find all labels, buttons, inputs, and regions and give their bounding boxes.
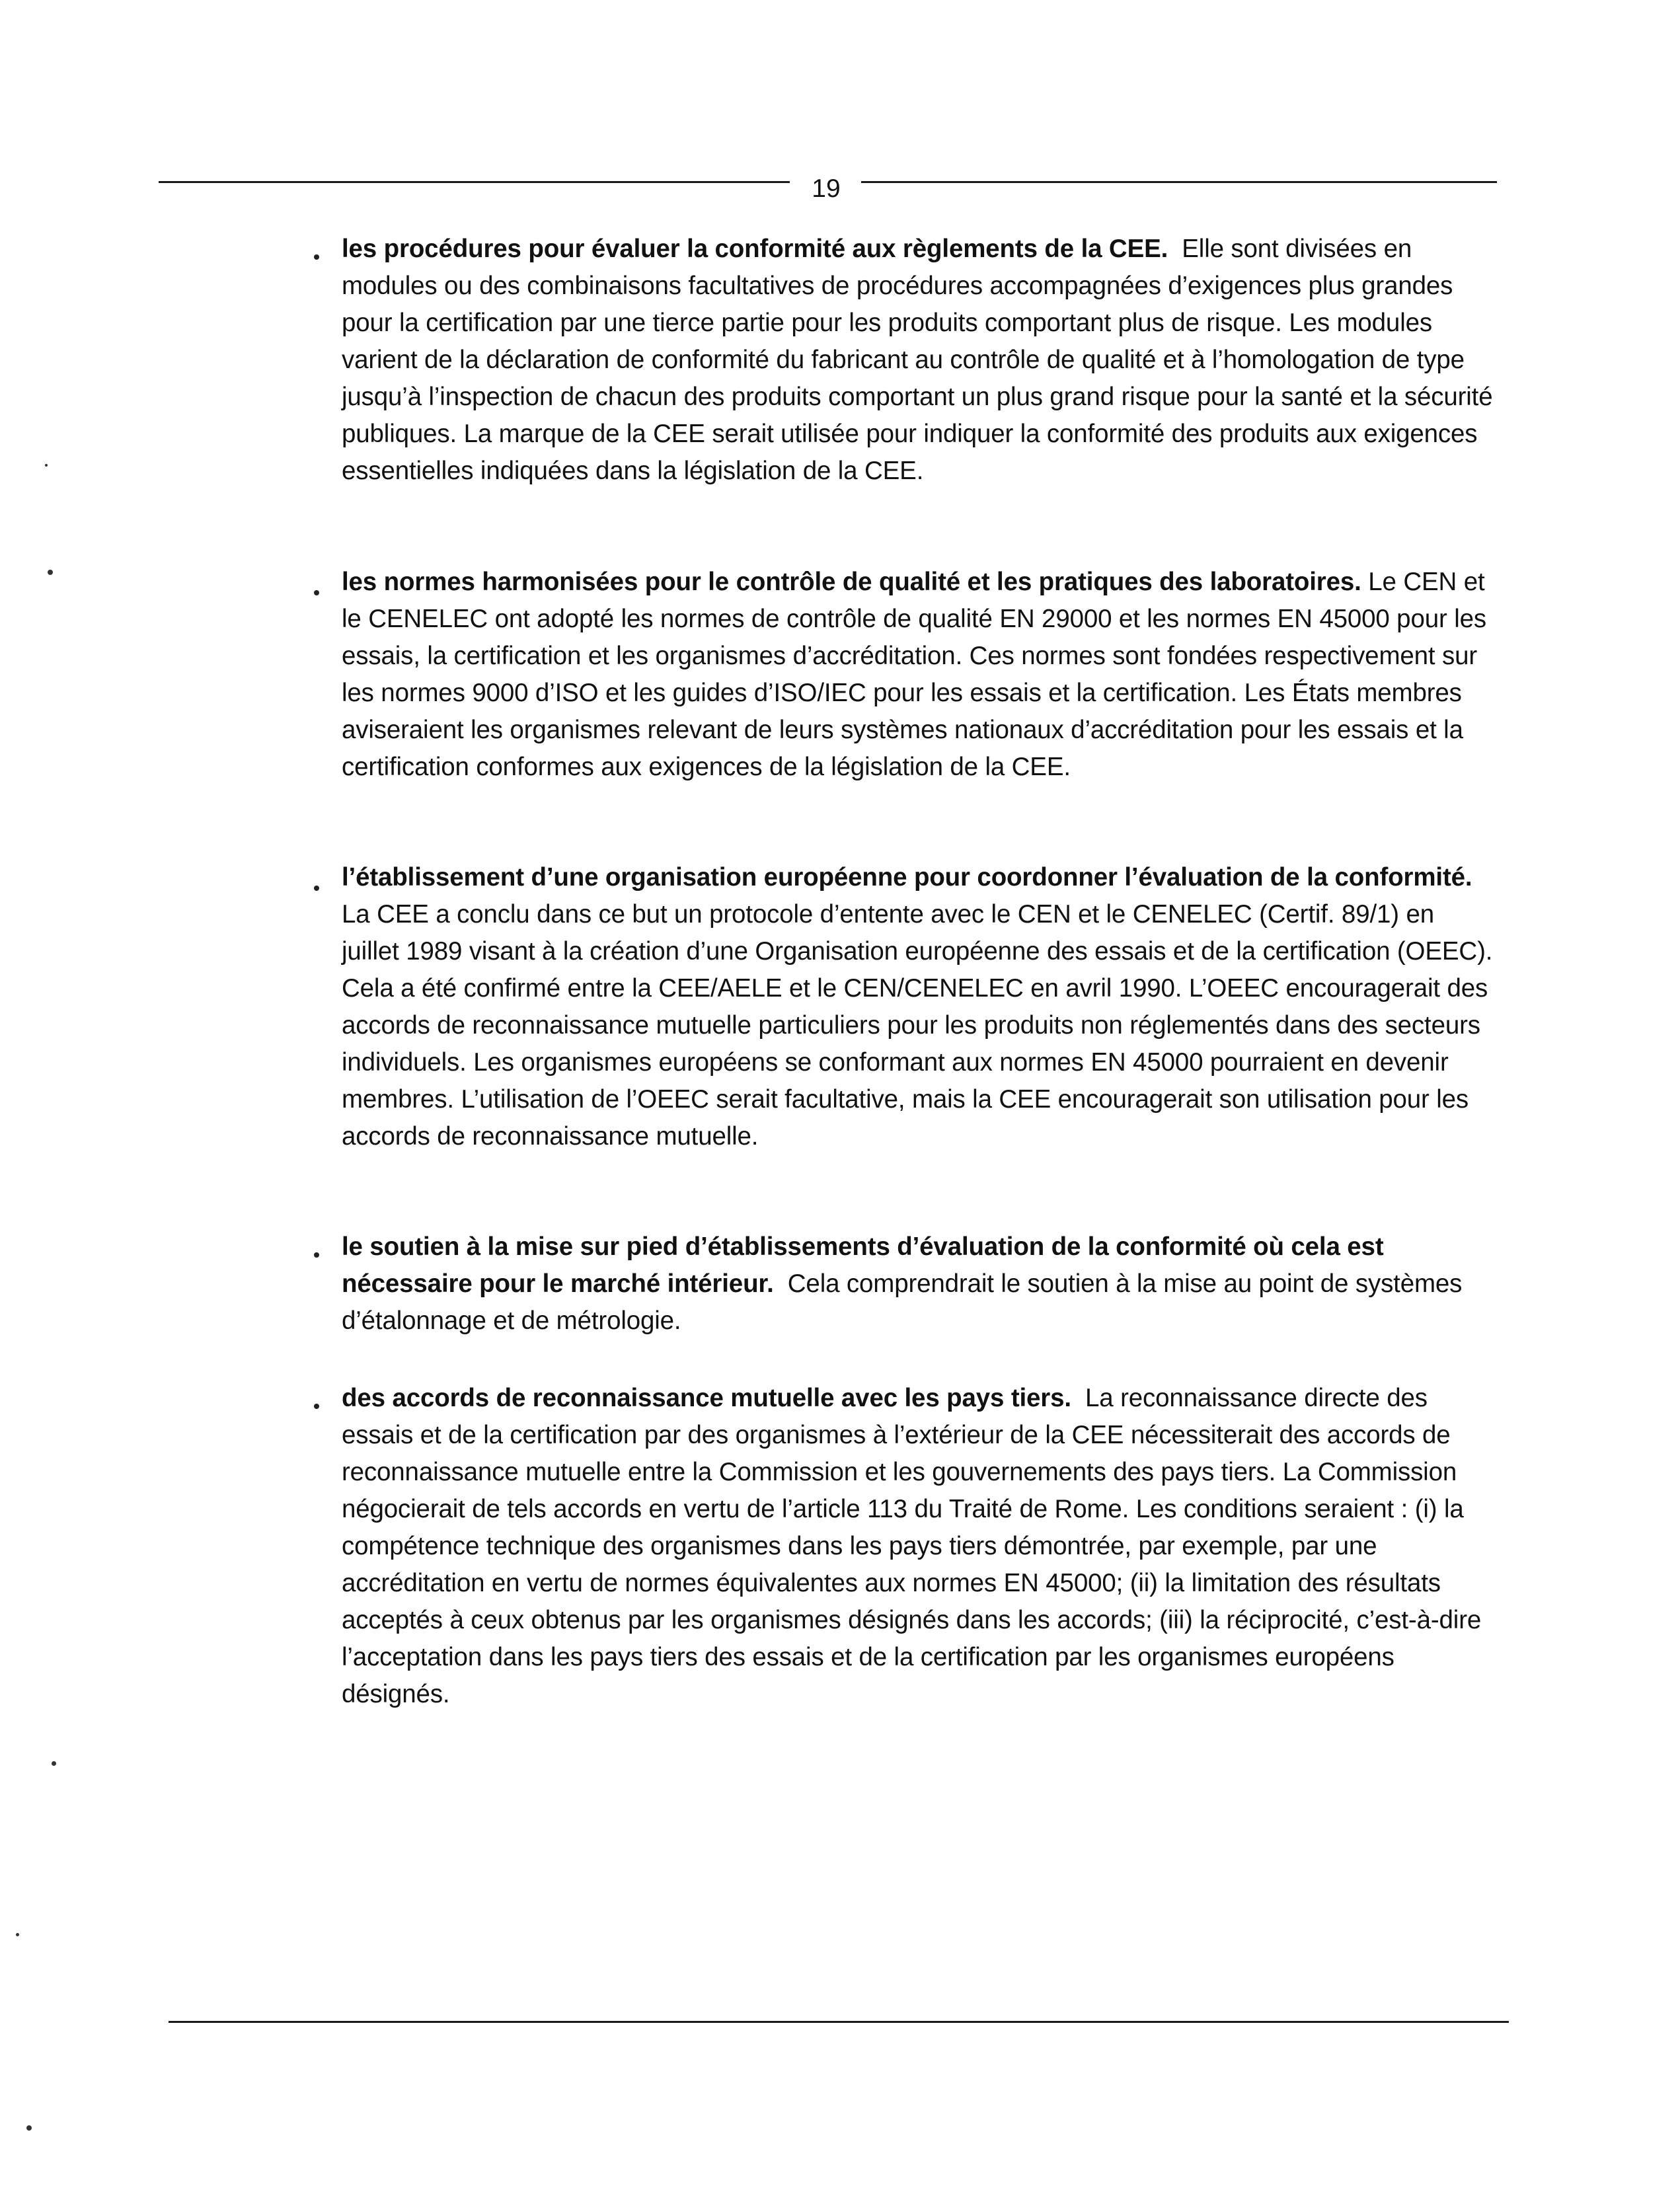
bullet-item — [342, 231, 1498, 490]
bullet-marker — [314, 1252, 319, 1258]
bullet-lead: l’établissement d’une organisation européenne pour coordonner l’évaluation de la conformité. — [342, 863, 1472, 891]
bullet-body: La CEE a conclu dans ce but un protocole d’entente avec le CEN et le CENELEC (Certif. 89/1) en juillet 1989 visant à la création d’une Organisation européenne des essais et de la certification (OEEC). Cela a été confirmé entre la CEE/AELE et le CEN/CENELEC en avril 1990. L’OEEC encouragerait des accords de reconnaissance mutuelle particuliers pour les produits non réglementés dans des secteurs individuels. Les organismes européens se conformant aux normes EN 45000 pourraient en devenir membres. L’utilisation de l’OEEC serait facultative, mais la CEE encouragerait son utilisation pour les accords de reconnaissance mutuelle. — [342, 900, 1493, 1151]
bullet-item — [342, 1229, 1498, 1340]
bullet-marker — [314, 590, 319, 595]
bullet-lead: les normes harmonisées pour le contrôle de qualité et les pratiques des laboratoires. — [342, 568, 1361, 596]
bullet-body: Le CEN et le CENELEC ont adopté les normes de contrôle de qualité EN 29000 et les normes EN 45000 pour les essais, la certification et les organismes d’accréditation. Ces normes sont fondées respectivement sur les normes 9000 d’ISO et les guides d’ISO/IEC pour les essais et la certification. Les États membres aviseraient les organismes relevant de leurs systèmes nationaux d’accréditation pour les essais et la certification conformes aux exigences de la législation de la CEE. — [342, 568, 1486, 781]
header-rule-right — [861, 181, 1497, 183]
bullet-lead: des accords de reconnaissance mutuelle avec les pays tiers. — [342, 1384, 1071, 1412]
bullet-marker — [314, 254, 319, 260]
bullet-item — [342, 1380, 1498, 1713]
bullet-body: Elle sont divisées en modules ou des combinaisons facultatives de procédures accompagnées d’exigences plus grandes pour la certification par une tierce partie pour les produits comportant plus de risque. Les modules varient de la déclaration de conformité du fabricant au contrôle de qualité et à l’homologation de type jusqu’à l’inspection de chacun des produits comportant un plus grand risque pour la santé et la sécurité publiques. La marque de la CEE serait utilisée pour indiquer la conformité des produits aux exigences essentielles indiquées dans la législation de la CEE. — [342, 235, 1493, 485]
scan-speck — [26, 2125, 32, 2131]
scan-speck — [48, 570, 53, 575]
scan-speck — [52, 1761, 56, 1766]
header-rule-left — [159, 181, 790, 183]
bullet-item — [342, 564, 1498, 786]
bullet-body: La reconnaissance directe des essais et de la certification par des organismes à l’extérieur de la CEE nécessiterait des accords de reconnaissance mutuelle entre la Commission et les gouvernements des pays tiers. La Commission négocierait de tels accords en vertu de l’article 113 du Traité de Rome. Les conditions seraient : (i) la compétence technique des organismes dans les pays tiers démontrée, par exemple, par une accréditation en vertu de normes équivalentes aux normes EN 45000; (ii) la limitation des résultats acceptés à ceux obtenus par les organismes désignés dans les accords; (iii) la réciprocité, c’est-à-dire l’acceptation dans les pays tiers des essais et de la certification par les organismes européens désignés. — [342, 1384, 1482, 1708]
scan-speck — [16, 1933, 19, 1936]
bullet-marker — [314, 1404, 319, 1409]
bullet-lead: les procédures pour évaluer la conformité aux règlements de la CEE. — [342, 235, 1168, 263]
scan-speck — [45, 464, 48, 467]
bullet-marker — [314, 886, 319, 891]
footer-rule — [169, 2021, 1509, 2023]
bullet-lead: le soutien à la mise sur pied d’établissements d’évaluation de la conformité où cela est nécessaire pour le marché intérieur. — [342, 1233, 1384, 1298]
page-number: 19 — [812, 174, 841, 203]
bullet-body: Cela comprendrait le soutien à la mise au point de systèmes d’étalonnage et de métrologie. — [342, 1270, 1463, 1335]
bullet-item — [342, 859, 1498, 1155]
